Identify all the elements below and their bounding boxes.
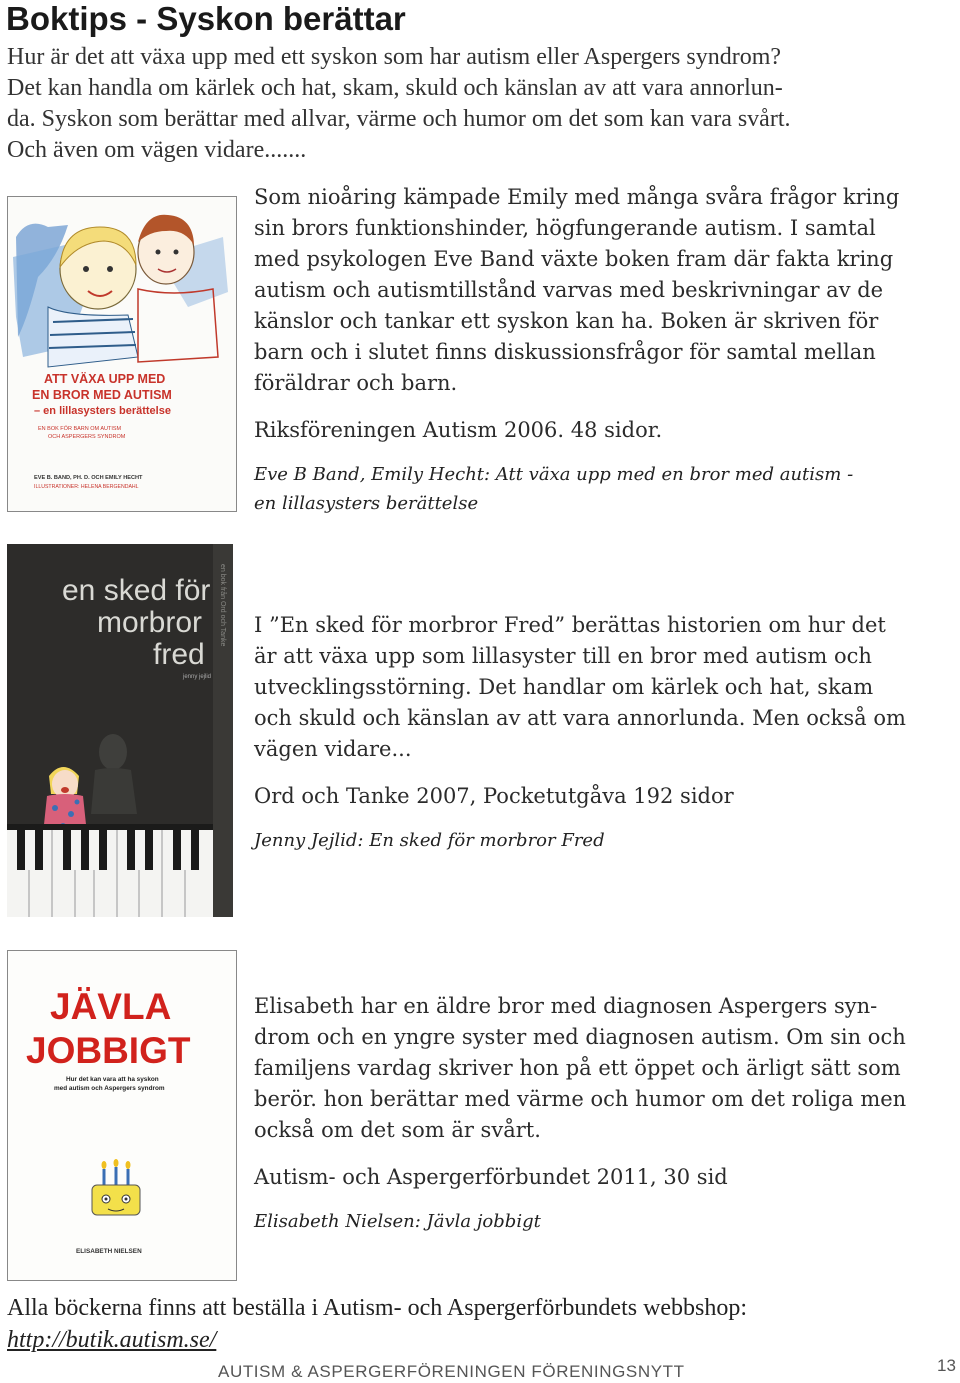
description-line: Elisabeth har en äldre bror med diagnosen Aspergers syn-: [254, 994, 878, 1018]
author-line: Eve B Band, Emily Hecht: Att växa upp med en bror med autism -: [254, 464, 854, 485]
book-description: [254, 610, 954, 765]
book-cover-att-vaxa-upp: [7, 196, 237, 512]
cover-credit-line: ILLUSTRATIONER: HELENA BERGENDAHL: [34, 484, 139, 490]
cover-author: ELISABETH NIELSEN: [76, 1248, 142, 1255]
webshop-link[interactable]: http://butik.autism.se/: [7, 1327, 217, 1353]
cover-subtitle-line: EN BOK FÖR BARN OM AUTISM: [38, 426, 122, 432]
cover-title-line: EN BROR MED AUTISM: [32, 388, 172, 402]
cover-credit-line: EVE B. BAND, PH. D. OCH EMILY HECHT: [34, 475, 143, 481]
book-author: [254, 826, 954, 855]
description-line: med psykologen Eve Band växte boken fram där fakta kring: [254, 247, 894, 271]
book-author: [254, 1207, 954, 1236]
description-line: utvecklingsstörning. Det handlar om kärlek och hat, skam: [254, 675, 874, 699]
description-line: drom och en yngre syster med diagnosen autism. Om sin och: [254, 1025, 906, 1049]
cover-title-line: morbror: [97, 606, 203, 639]
running-footer: AUTISM & ASPERGERFÖRENINGEN FÖRENINGSNYTT: [218, 1362, 685, 1381]
author-line: Elisabeth Nielsen: Jävla jobbigt: [254, 1211, 541, 1232]
cover-title-line: ATT VÄXA UPP MED: [44, 372, 166, 386]
description-line: autism och autismtillstånd varvas med beskrivningar av de: [254, 278, 884, 302]
cover-title-line: JOBBIGT: [26, 1030, 191, 1071]
description-line: är att växa upp som lillasyster till en bror med autism och: [254, 644, 872, 668]
book-entry-2: [254, 610, 954, 855]
cover-illustration: [8, 197, 236, 511]
footer-note: Alla böckerna finns att beställa i Autism- och Aspergerförbundets webbshop:: [7, 1295, 748, 1321]
author-line: Jenny Jejlid: En sked för morbror Fred: [254, 830, 605, 851]
intro-line: Hur är det att växa upp med ett syskon som har autism eller Aspergers syndrom?: [7, 44, 782, 70]
intro-line: da. Syskon som berättar med allvar, värme och humor om det som kan vara svårt.: [7, 106, 791, 132]
author-line: en lillasysters berättelse: [254, 493, 479, 514]
book-author: [254, 460, 954, 518]
description-line: vägen vidare...: [254, 737, 412, 761]
description-line: Som nioåring kämpade Emily med många svåra frågor kring: [254, 185, 900, 209]
intro-line: Och även om vägen vidare.......: [7, 137, 307, 163]
description-line: familjens vardag skriver hon på ett öppet och ärligt sätt som: [254, 1056, 901, 1080]
cover-title-line: – en lillasysters berättelse: [34, 405, 171, 417]
description-line: också om det som är svårt.: [254, 1118, 541, 1142]
cake-icon: [92, 1159, 140, 1215]
description-line: känslor och tankar ett syskon kan ha. Boken är skriven för: [254, 309, 879, 333]
description-line: föräldrar och barn.: [254, 371, 458, 395]
cover-illustration: [8, 951, 236, 1280]
cover-spine-text: en bok från Ord och Tanke: [219, 564, 226, 647]
cover-subtitle-line: OCH ASPERGERS SYNDROM: [48, 434, 126, 440]
description-line: och skuld och känslan av att vara annorlunda. Men också om: [254, 706, 906, 730]
book-publisher: Ord och Tanke 2007, Pocketutgåva 192 sidor: [254, 784, 734, 808]
intro-paragraph: [7, 42, 952, 166]
book-entry-3: [254, 991, 954, 1236]
book-description: [254, 991, 954, 1146]
book-cover-en-sked-for-morbror-fred: [7, 544, 233, 917]
description-line: I ”En sked för morbror Fred” berättas historien om hur det: [254, 613, 886, 637]
cover-title-line: fred: [153, 638, 205, 671]
cover-illustration: [7, 544, 233, 917]
description-line: barn och i slutet finns diskussionsfrågor för samtal mellan: [254, 340, 876, 364]
cover-subtitle-line: med autism och Aspergers syndrom: [54, 1085, 165, 1092]
description-line: sin brors funktionshinder, högfungerande autism. I samtal: [254, 216, 876, 240]
description-line: berör. hon berättar med värme och humor om det roliga men: [254, 1087, 907, 1111]
page-number: 13: [937, 1356, 956, 1375]
book-cover-javla-jobbigt: [7, 950, 237, 1281]
page-title: Boktips - Syskon berättar: [6, 0, 406, 37]
cover-title-line: en sked för: [62, 574, 211, 607]
intro-line: Det kan handla om kärlek och hat, skam, skuld och känslan av att vara annorlun-: [7, 75, 783, 101]
book-publisher: Riksföreningen Autism 2006. 48 sidor.: [254, 418, 663, 442]
cover-subtitle-line: Hur det kan vara att ha syskon: [66, 1076, 159, 1083]
cover-title-line: JÄVLA: [50, 986, 172, 1027]
book-entry-1: [254, 182, 954, 518]
book-publisher: Autism- och Aspergerförbundet 2011, 30 sid: [254, 1165, 728, 1189]
book-description: [254, 182, 954, 399]
cover-author: jenny jejlid: [183, 674, 212, 680]
